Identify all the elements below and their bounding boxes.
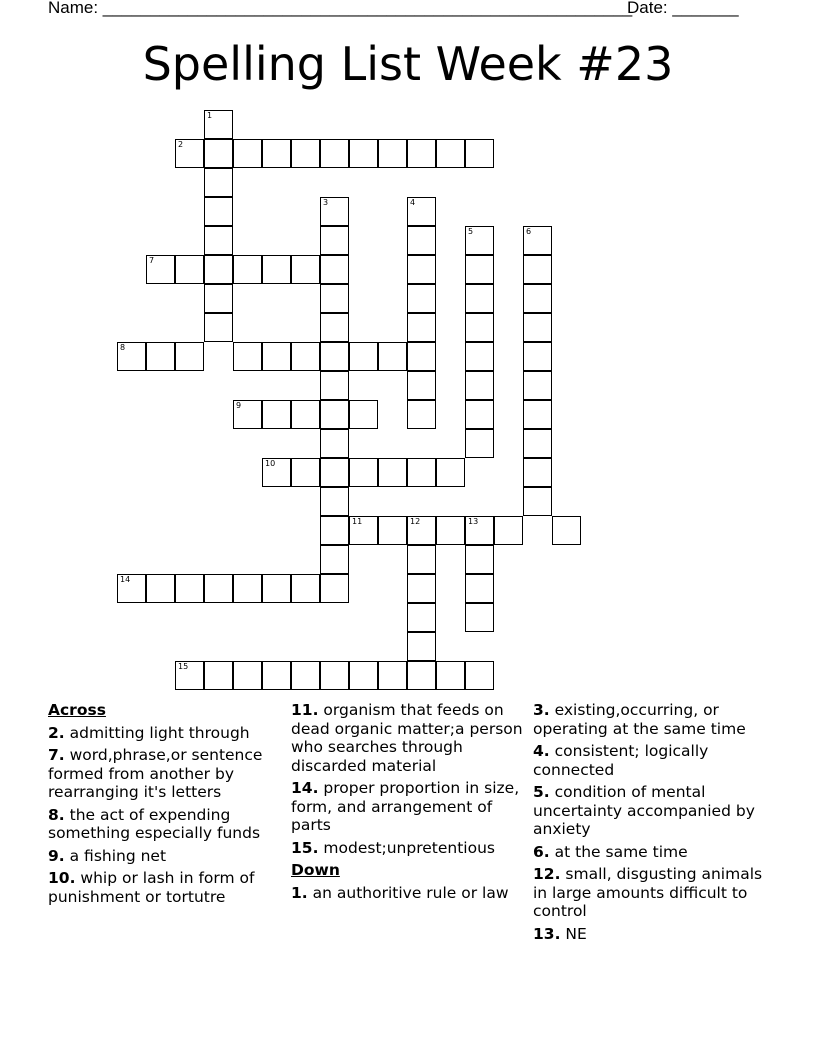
clue-number: 5: [468, 227, 474, 236]
grid-cell[interactable]: [349, 661, 378, 690]
clue-number: 12: [410, 517, 421, 526]
grid-cell[interactable]: [523, 255, 552, 284]
grid-cell[interactable]: [204, 284, 233, 313]
grid-cell[interactable]: [465, 516, 494, 545]
grid-cell[interactable]: [262, 458, 291, 487]
clue-number: 3: [323, 198, 329, 207]
clue-across-9: 9. a fishing net: [48, 846, 167, 865]
clue-column-2: [291, 701, 527, 906]
clue-down-13: 13. NE: [533, 924, 587, 943]
grid-cell[interactable]: [320, 545, 349, 574]
grid-cell[interactable]: [175, 342, 204, 371]
grid-cell[interactable]: [262, 574, 291, 603]
grid-cell[interactable]: [552, 516, 581, 545]
down-heading: Down: [291, 861, 340, 879]
grid-cell[interactable]: [291, 661, 320, 690]
grid-cell[interactable]: [436, 661, 465, 690]
grid-cell[interactable]: [407, 516, 436, 545]
grid-cell[interactable]: [233, 139, 262, 168]
grid-cell[interactable]: [407, 139, 436, 168]
grid-cell[interactable]: [204, 313, 233, 342]
grid-cell[interactable]: [204, 168, 233, 197]
grid-cell[interactable]: [465, 545, 494, 574]
grid-cell[interactable]: [407, 371, 436, 400]
grid-cell[interactable]: [233, 342, 262, 371]
clue-number: 1: [207, 111, 213, 120]
clue-across-14: 14. proper proportion in size, form, and arrangement of parts: [291, 779, 520, 834]
grid-cell[interactable]: [465, 429, 494, 458]
grid-cell[interactable]: [320, 197, 349, 226]
grid-cell[interactable]: [465, 226, 494, 255]
clue-across-10: 10. whip or lash in form of punishment or tortutre: [48, 869, 255, 906]
clue-number: 11: [352, 517, 363, 526]
grid-cell[interactable]: [378, 342, 407, 371]
grid-cell[interactable]: [262, 400, 291, 429]
grid-cell[interactable]: [465, 284, 494, 313]
grid-cell[interactable]: [378, 516, 407, 545]
grid-cell[interactable]: [146, 342, 175, 371]
grid-cell[interactable]: [146, 255, 175, 284]
grid-cell[interactable]: [465, 313, 494, 342]
grid-cell[interactable]: [117, 342, 146, 371]
grid-cell[interactable]: [291, 139, 320, 168]
grid-cell[interactable]: [262, 661, 291, 690]
date-field[interactable]: Date: _______: [627, 0, 739, 17]
grid-cell[interactable]: [233, 255, 262, 284]
clue-number: 4: [410, 198, 416, 207]
grid-cell[interactable]: [320, 487, 349, 516]
grid-cell[interactable]: [262, 255, 291, 284]
clue-column-3: [533, 701, 769, 947]
clue-down-5: 5. condition of mental uncertainty accompanied by anxiety: [533, 783, 755, 838]
grid-cell[interactable]: [320, 284, 349, 313]
grid-cell[interactable]: [349, 400, 378, 429]
grid-cell[interactable]: [320, 226, 349, 255]
grid-cell[interactable]: [407, 284, 436, 313]
grid-cell[interactable]: [262, 342, 291, 371]
grid-cell[interactable]: [523, 371, 552, 400]
grid-cell[interactable]: [407, 603, 436, 632]
grid-cell[interactable]: [465, 661, 494, 690]
grid-cell[interactable]: [378, 139, 407, 168]
grid-cell[interactable]: [465, 574, 494, 603]
grid-cell[interactable]: [233, 661, 262, 690]
grid-cell[interactable]: [523, 429, 552, 458]
clue-down-3: 3. existing,occurring, or operating at the same time: [533, 701, 746, 738]
grid-cell[interactable]: [349, 139, 378, 168]
grid-cell[interactable]: [465, 342, 494, 371]
grid-cell[interactable]: [320, 458, 349, 487]
grid-cell[interactable]: [320, 255, 349, 284]
grid-cell[interactable]: [291, 400, 320, 429]
grid-cell[interactable]: [291, 458, 320, 487]
grid-cell[interactable]: [204, 197, 233, 226]
clue-number: 7: [149, 256, 155, 265]
page-title: Spelling List Week #23: [142, 37, 674, 91]
clue-down-12: 12. small, disgusting animals in large amounts difficult to control: [533, 865, 763, 920]
grid-cell[interactable]: [349, 342, 378, 371]
grid-cell[interactable]: [407, 545, 436, 574]
grid-cell[interactable]: [407, 661, 436, 690]
grid-cell[interactable]: [204, 110, 233, 139]
grid-cell[interactable]: [523, 400, 552, 429]
grid-cell[interactable]: [407, 632, 436, 661]
grid-cell[interactable]: [204, 226, 233, 255]
grid-cell[interactable]: [436, 139, 465, 168]
clue-number: 9: [236, 401, 242, 410]
grid-cell[interactable]: [204, 574, 233, 603]
grid-cell[interactable]: [465, 139, 494, 168]
grid-cell[interactable]: [204, 661, 233, 690]
grid-cell[interactable]: [407, 574, 436, 603]
grid-cell[interactable]: [407, 255, 436, 284]
grid-cell[interactable]: [175, 255, 204, 284]
grid-cell[interactable]: [378, 661, 407, 690]
name-field[interactable]: Name: ________________________________________________________: [48, 0, 633, 17]
grid-cell[interactable]: [233, 574, 262, 603]
clue-number: 6: [526, 227, 532, 236]
grid-cell[interactable]: [175, 661, 204, 690]
clue-number: 13: [468, 517, 479, 526]
grid-cell[interactable]: [523, 284, 552, 313]
clue-column-1: [48, 701, 284, 910]
clue-number: 15: [178, 662, 189, 671]
grid-cell[interactable]: [320, 371, 349, 400]
clue-across-11: 11. organism that feeds on dead organic matter;a person who searches through discarded material: [291, 701, 523, 775]
grid-cell[interactable]: [465, 255, 494, 284]
grid-cell[interactable]: [407, 458, 436, 487]
grid-cell[interactable]: [291, 342, 320, 371]
grid-cell[interactable]: [262, 139, 291, 168]
grid-cell[interactable]: [436, 516, 465, 545]
grid-cell[interactable]: [407, 226, 436, 255]
grid-cell[interactable]: [291, 255, 320, 284]
clue-across-8: 8. the act of expending something especially funds: [48, 805, 261, 842]
grid-cell[interactable]: [204, 255, 233, 284]
grid-cell[interactable]: [233, 400, 262, 429]
grid-cell[interactable]: [320, 574, 349, 603]
grid-cell[interactable]: [378, 458, 407, 487]
clue-number: 8: [120, 343, 126, 352]
grid-cell[interactable]: [320, 313, 349, 342]
grid-cell[interactable]: [523, 487, 552, 516]
clue-across-7: 7. word,phrase,or sentence formed from another by rearranging it's letters: [48, 746, 263, 801]
grid-cell[interactable]: [117, 574, 146, 603]
grid-cell[interactable]: [204, 139, 233, 168]
grid-cell[interactable]: [146, 574, 175, 603]
grid-cell[interactable]: [320, 516, 349, 545]
grid-cell[interactable]: [320, 429, 349, 458]
clue-down-6: 6. at the same time: [533, 842, 688, 861]
grid-cell[interactable]: [320, 400, 349, 429]
clue-down-1: 1. an authoritive rule or law: [291, 883, 509, 902]
clue-number: 2: [178, 140, 184, 149]
grid-cell[interactable]: [465, 400, 494, 429]
grid-cell[interactable]: [465, 371, 494, 400]
grid-cell[interactable]: [465, 603, 494, 632]
grid-cell[interactable]: [407, 400, 436, 429]
clue-across-15: 15. modest;unpretentious: [291, 838, 495, 857]
grid-cell[interactable]: [407, 197, 436, 226]
across-heading: Across: [48, 701, 106, 719]
grid-cell[interactable]: [291, 574, 320, 603]
grid-cell[interactable]: [349, 516, 378, 545]
grid-cell[interactable]: [349, 458, 378, 487]
grid-cell[interactable]: [320, 139, 349, 168]
grid-cell[interactable]: [523, 458, 552, 487]
grid-cell[interactable]: [175, 139, 204, 168]
grid-cell[interactable]: [523, 342, 552, 371]
clue-number: 14: [120, 575, 131, 584]
grid-cell[interactable]: [523, 226, 552, 255]
grid-cell[interactable]: [436, 458, 465, 487]
clue-across-2: 2. admitting light through: [48, 723, 250, 742]
grid-cell[interactable]: [494, 516, 523, 545]
grid-cell[interactable]: [407, 313, 436, 342]
clue-down-4: 4. consistent; logically connected: [533, 742, 709, 779]
grid-cell[interactable]: [407, 342, 436, 371]
grid-cell[interactable]: [320, 342, 349, 371]
grid-cell[interactable]: [175, 574, 204, 603]
clue-number: 10: [265, 459, 276, 468]
grid-cell[interactable]: [320, 661, 349, 690]
grid-cell[interactable]: [523, 313, 552, 342]
